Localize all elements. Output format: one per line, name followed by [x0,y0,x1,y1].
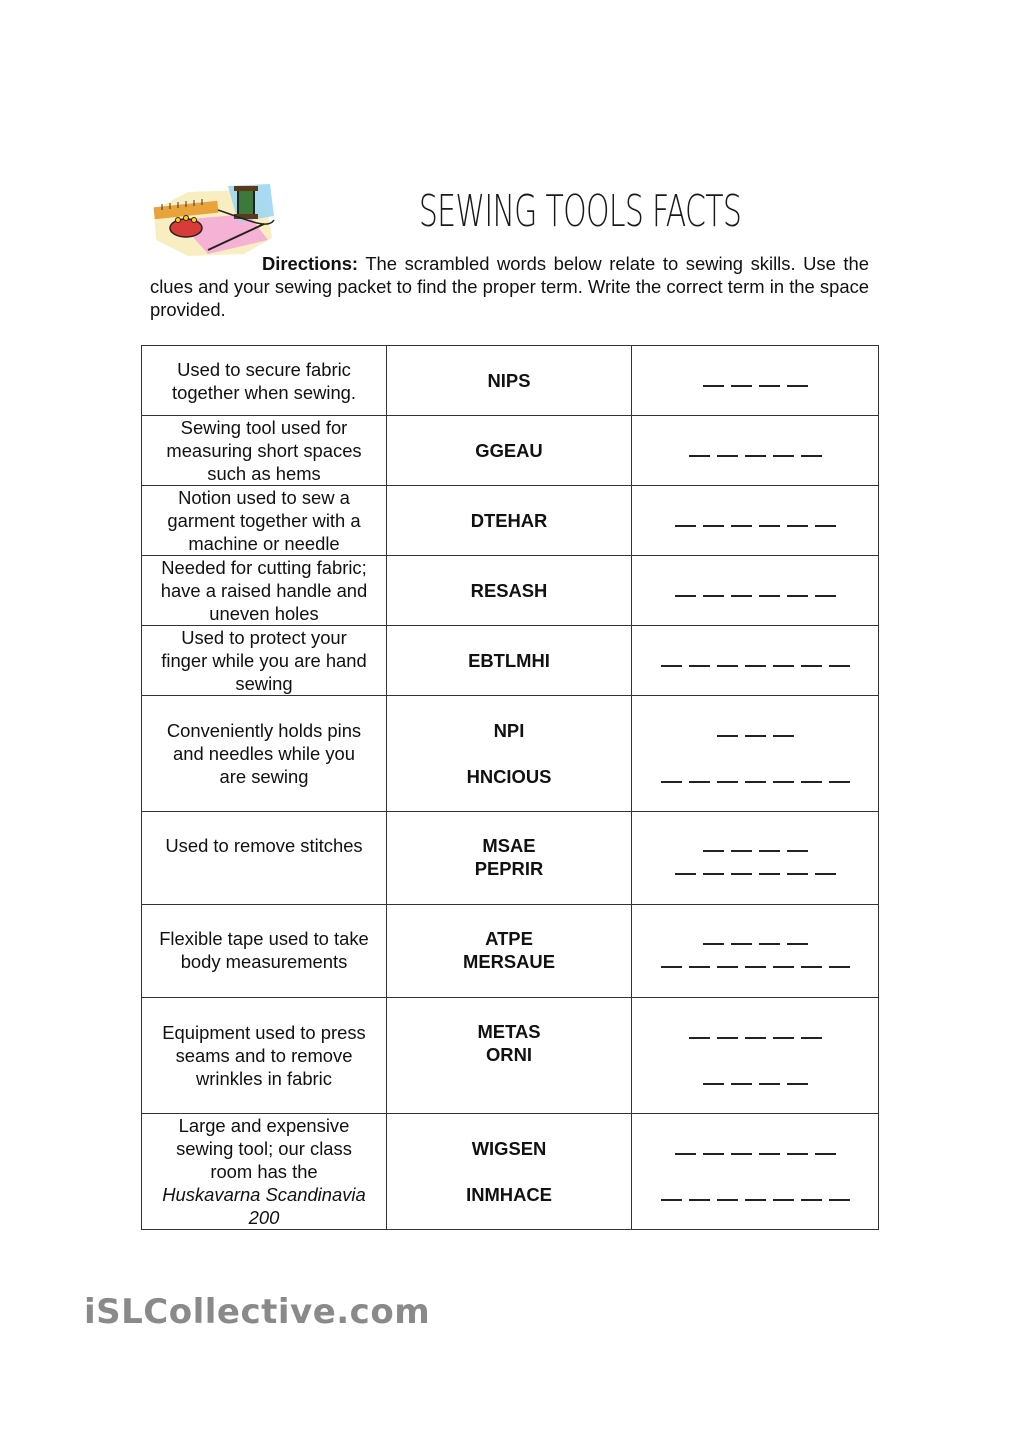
letter-blank [689,1037,710,1039]
letter-blank [675,595,696,597]
letter-blank [787,943,808,945]
letter-blank [661,1199,682,1201]
letter-blank [703,1153,724,1155]
letter-blank [745,1199,766,1201]
clue-line: Flexible tape used to take [159,928,369,949]
letter-blank [661,665,682,667]
clue-line: room has the [210,1161,318,1182]
letter-blank [787,850,808,852]
clue-line-italic: Huskavarna Scandinavia [162,1184,366,1205]
clue-line: Notion used to sew a [178,487,350,508]
letter-blank [703,850,724,852]
letter-blank [689,455,710,457]
letter-blank [731,525,752,527]
answer-blanks[interactable] [638,719,872,742]
letter-blank [759,1153,780,1155]
letter-blank [703,595,724,597]
answer-blanks[interactable] [638,649,872,672]
answer-blanks[interactable] [638,579,872,602]
answer-cell[interactable] [632,696,879,812]
table-row [142,556,879,626]
letter-blank [801,665,822,667]
clue-line: machine or needle [188,533,340,554]
clue-line: such as hems [207,463,321,484]
clue-cell [142,556,387,626]
table-row [142,998,879,1114]
letter-blank [717,735,738,737]
clue-line: Large and expensive [178,1115,350,1136]
letter-blank [759,943,780,945]
letter-blank [731,850,752,852]
scrambled-word-cell [387,556,632,626]
letter-blank [717,1199,738,1201]
clue-cell [142,812,387,905]
letter-blank [703,1083,724,1085]
scrambled-words-table [141,345,879,1230]
scrambled-word: HNCIOUS [466,766,552,787]
scrambled-word: RESASH [470,580,548,601]
clue-cell [142,998,387,1114]
clue-line: Sewing tool used for [180,417,348,438]
table-row [142,486,879,556]
page-title: SEWING TOOLS FACTS [418,186,742,237]
sewing-clipart [148,180,278,260]
letter-blank [829,966,850,968]
letter-blank [689,1199,710,1201]
letter-blank [731,1153,752,1155]
letter-blank [759,595,780,597]
letter-blank [759,525,780,527]
letter-blank [661,966,682,968]
answer-blanks[interactable] [638,950,872,973]
letter-blank [731,1083,752,1085]
clue-line: uneven holes [209,603,319,624]
clue-cell [142,416,387,486]
letter-blank [815,525,836,527]
clue-line: sewing tool; our class [176,1138,352,1159]
letter-blank [815,873,836,875]
scrambled-word: MERSAUE [463,951,555,972]
clue-line: Used to secure fabric [177,358,351,380]
answer-blanks[interactable] [638,834,872,857]
letter-blank [787,1083,808,1085]
clue-line: garment together with a [167,510,361,531]
scrambled-word-cell [387,416,632,486]
answer-cell[interactable] [632,416,879,486]
answer-blanks[interactable] [638,1183,872,1206]
clue-cell [142,486,387,556]
letter-blank [675,873,696,875]
clue-line: Conveniently holds pins [166,720,362,741]
directions-text: The scrambled words below relate to sewing skills. Use the clues and your sewing packet to find the proper term. Write the correct term in the space provided. [150,253,869,320]
letter-blank [787,525,808,527]
scrambled-word-cell [387,905,632,998]
letter-blank [689,665,710,667]
letter-blank [703,943,724,945]
letter-blank [703,525,724,527]
clue-line: finger while you are hand [161,650,367,671]
letter-blank [773,735,794,737]
letter-blank [703,385,724,387]
watermark: iSLCollective.com [84,1292,431,1332]
letter-blank [773,1037,794,1039]
letter-blank [773,781,794,783]
letter-blank [759,385,780,387]
answer-cell[interactable] [632,556,879,626]
letter-blank [773,1199,794,1201]
table-row [142,812,879,905]
clue-line: wrinkles in fabric [196,1068,332,1089]
scrambled-word-cell [387,696,632,812]
letter-blank [675,525,696,527]
scrambled-word-cell [387,346,632,416]
letter-blank [689,966,710,968]
answer-blanks[interactable] [638,1067,872,1090]
letter-blank [703,873,724,875]
clue-line: and needles while you [173,743,355,764]
clue-line: have a raised handle and [160,580,368,601]
letter-blank [801,455,822,457]
scrambled-word: NPI [493,720,525,741]
clue-cell [142,1114,387,1230]
letter-blank [661,781,682,783]
letter-blank [759,873,780,875]
letter-blank [801,781,822,783]
clue-line: Used to remove stitches [165,835,363,856]
letter-blank [745,1037,766,1039]
scrambled-word: WIGSEN [471,1138,547,1159]
letter-blank [815,595,836,597]
answer-blanks[interactable] [638,509,872,532]
letter-blank [801,966,822,968]
scrambled-word-cell [387,812,632,905]
letter-blank [787,595,808,597]
clue-cell [142,626,387,696]
clue-line: Equipment used to press [162,1022,366,1043]
answer-blanks[interactable] [638,1021,872,1044]
clue-cell [142,905,387,998]
letter-blank [773,665,794,667]
letter-blank [745,966,766,968]
table-row [142,626,879,696]
letter-blank [815,1153,836,1155]
letter-blank [773,455,794,457]
clue-line: Needed for cutting fabric; [161,557,367,578]
letter-blank [759,1083,780,1085]
letter-blank [745,455,766,457]
scrambled-word: DTEHAR [470,510,548,531]
answer-cell[interactable] [632,812,879,905]
clue-line: together when sewing. [171,381,357,403]
scrambled-word-cell [387,998,632,1114]
answer-blanks[interactable] [638,857,872,880]
letter-blank [717,665,738,667]
letter-blank [717,781,738,783]
answer-cell[interactable] [632,998,879,1114]
letter-blank [717,966,738,968]
letter-blank [759,850,780,852]
answer-cell[interactable] [632,486,879,556]
letter-blank [745,665,766,667]
clue-line: sewing [235,673,293,694]
scrambled-word: NIPS [487,370,531,391]
letter-blank [829,1199,850,1201]
letter-blank [717,455,738,457]
letter-blank [717,1037,738,1039]
letter-blank [675,1153,696,1155]
letter-blank [801,1199,822,1201]
scrambled-word: ORNI [486,1044,532,1065]
scrambled-word: METAS [477,1021,541,1042]
answer-cell[interactable] [632,346,879,416]
answer-blanks[interactable] [638,927,872,950]
scrambled-word: PEPRIR [474,858,544,879]
scrambled-word: EBTLMHI [468,650,550,671]
table-row [142,905,879,998]
answer-blanks[interactable] [638,369,872,392]
table-row [142,416,879,486]
letter-blank [689,781,710,783]
answer-blanks[interactable] [638,765,872,788]
scrambled-word-cell [387,486,632,556]
clue-line: Used to protect your [181,627,347,648]
letter-blank [731,873,752,875]
letter-blank [731,385,752,387]
scrambled-word: GGEAU [475,440,543,461]
answer-cell[interactable] [632,905,879,998]
scrambled-word: INMHACE [466,1184,552,1205]
clue-line: body measurements [180,951,348,972]
letter-blank [731,595,752,597]
clue-cell [142,696,387,812]
letter-blank [787,385,808,387]
table-row [142,696,879,812]
scrambled-word-cell [387,1114,632,1230]
letter-blank [787,873,808,875]
answer-blanks[interactable] [638,1137,872,1160]
directions-label: Directions: [262,253,359,274]
letter-blank [829,665,850,667]
answer-cell[interactable] [632,1114,879,1230]
letter-blank [801,1037,822,1039]
clue-line: measuring short spaces [166,440,362,461]
clue-line-italic: 200 [248,1207,280,1228]
table-row [142,1114,879,1230]
letter-blank [829,781,850,783]
answer-cell[interactable] [632,626,879,696]
answer-blanks[interactable] [638,439,872,462]
directions [150,252,869,321]
letter-blank [773,966,794,968]
letter-blank [745,735,766,737]
clue-line: are sewing [219,766,309,787]
clue-line: seams and to remove [175,1045,353,1066]
letter-blank [731,943,752,945]
clue-cell [142,346,387,416]
table-row [142,346,879,416]
scrambled-word: ATPE [485,928,533,949]
scrambled-word: MSAE [482,835,536,856]
scrambled-word-cell [387,626,632,696]
letter-blank [745,781,766,783]
letter-blank [787,1153,808,1155]
